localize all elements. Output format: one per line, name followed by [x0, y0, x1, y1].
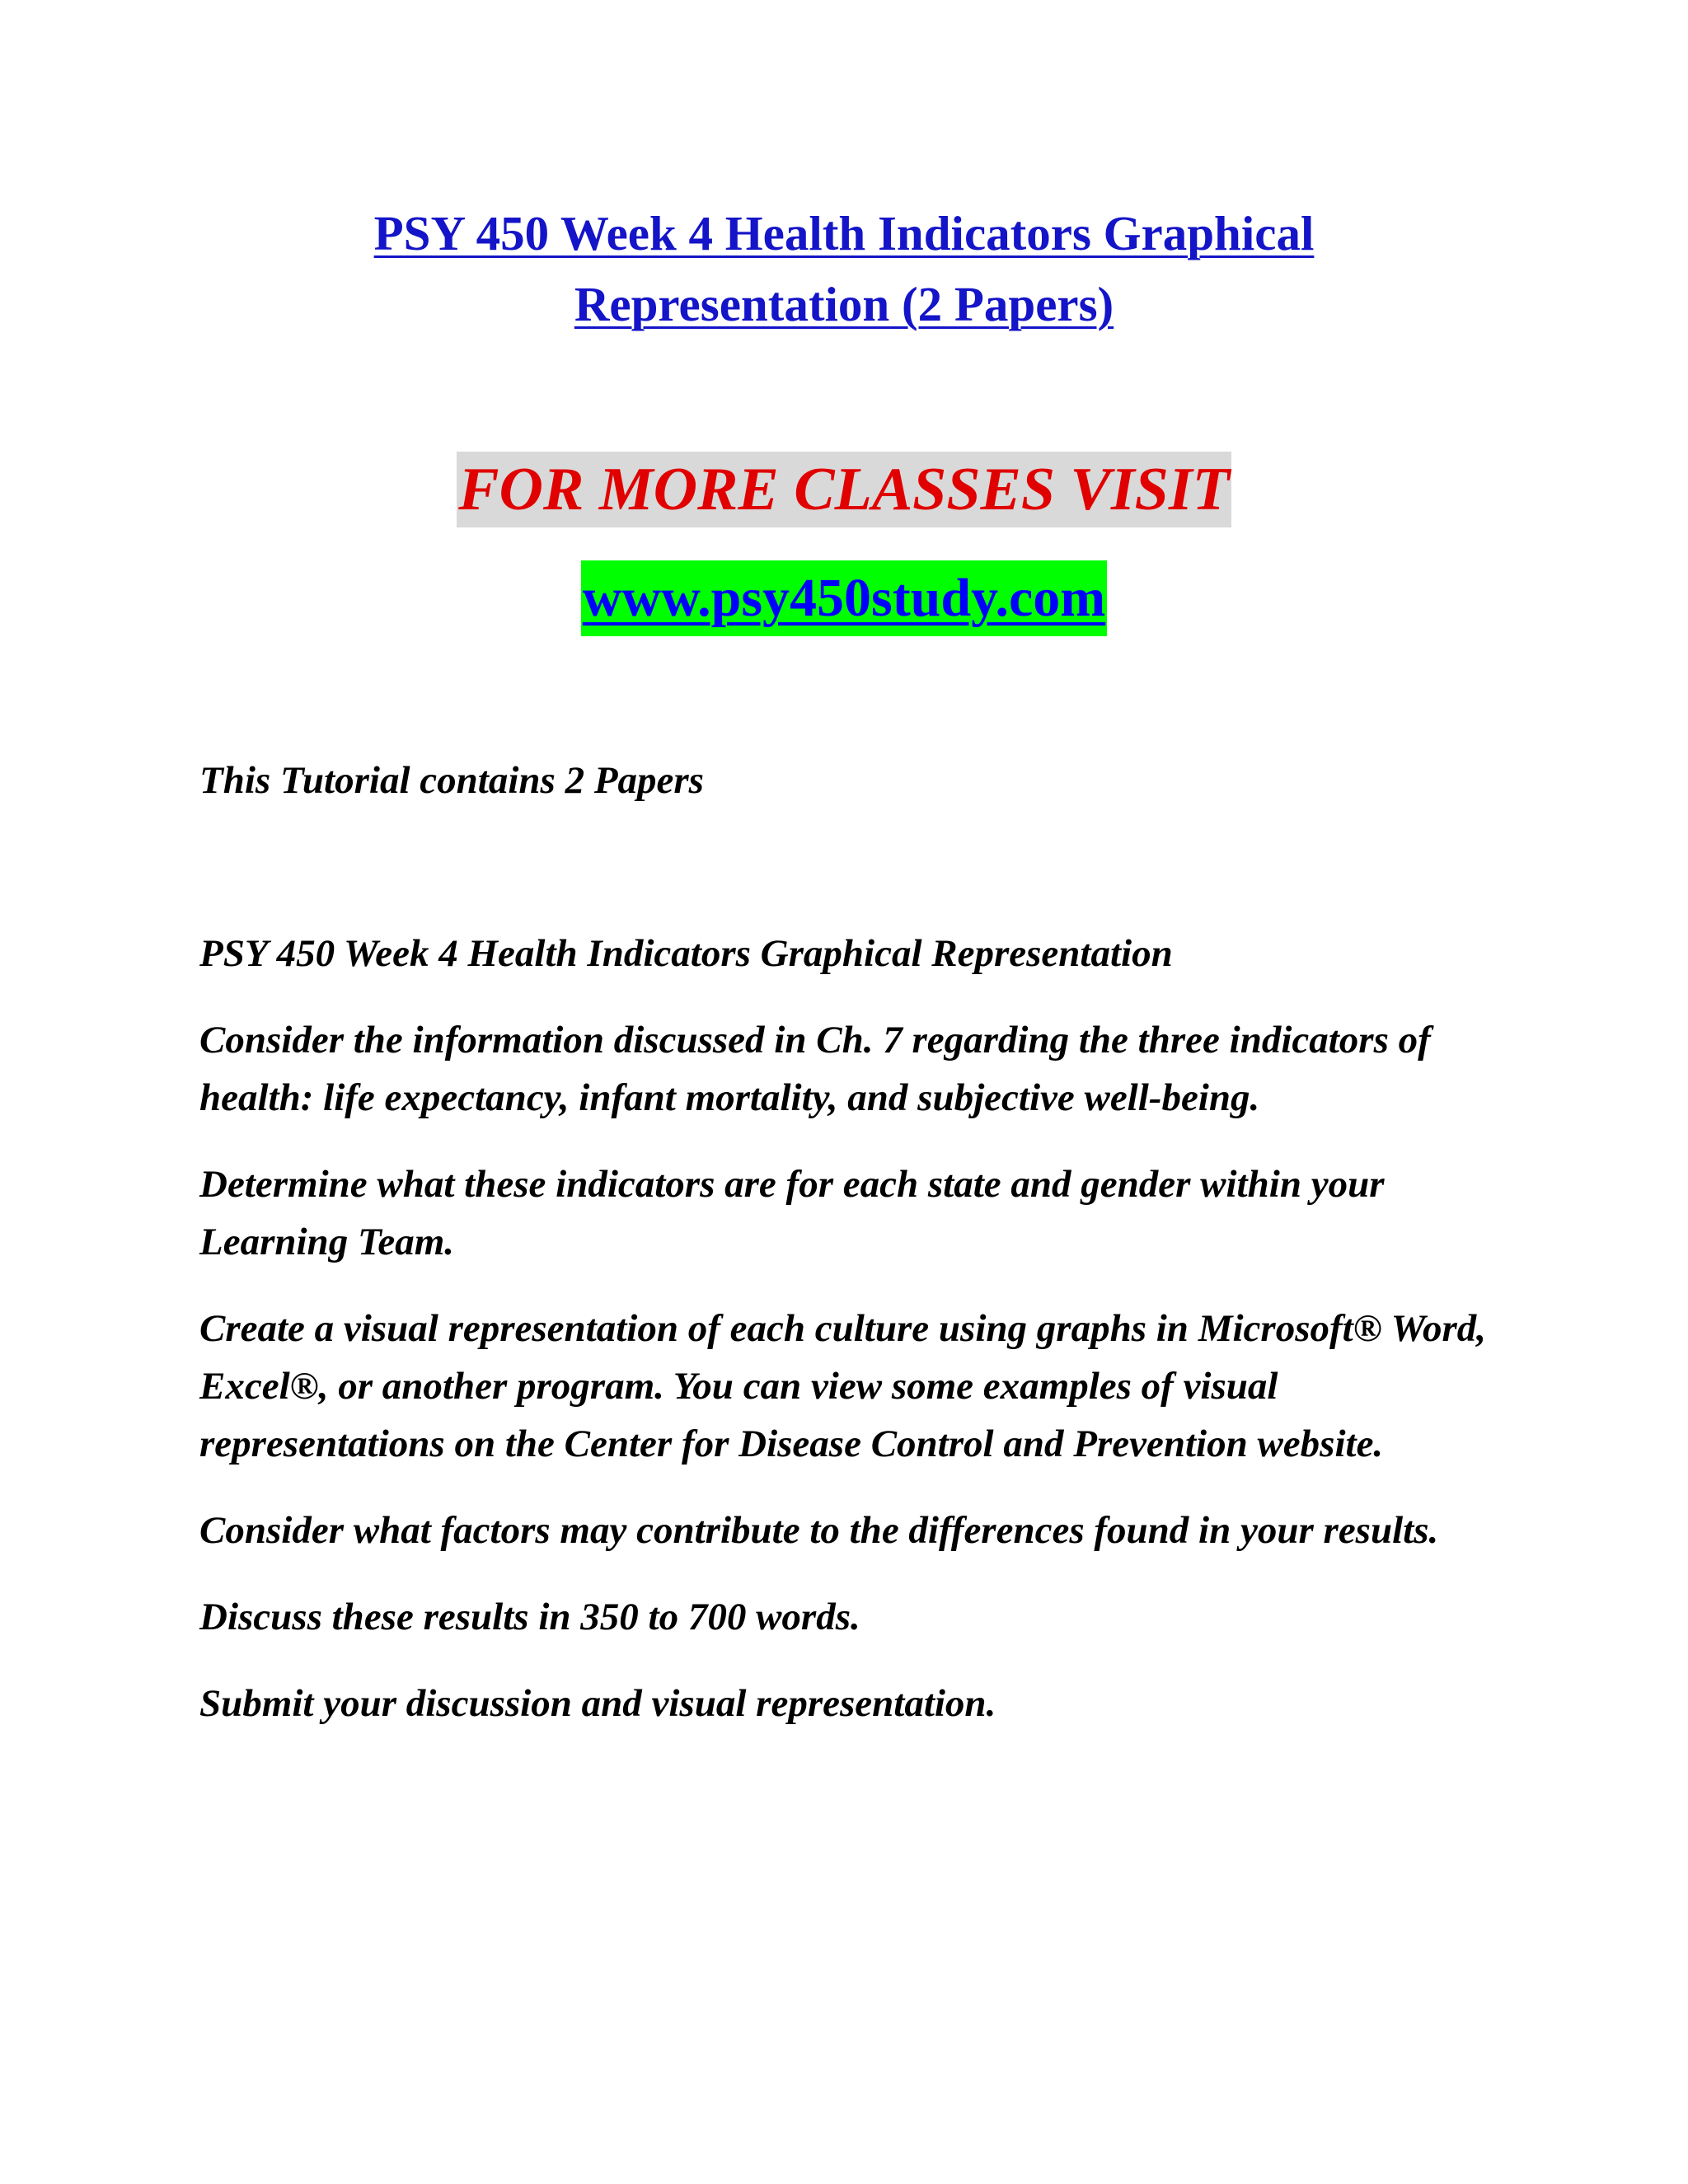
promo-banner — [0, 452, 1688, 527]
title-link-line-1[interactable]: PSY 450 Week 4 Health Indicators Graphical — [373, 206, 1315, 260]
instruction-paragraph: Determine what these indicators are for each state and gender within your Learning Team. — [199, 1163, 1385, 1263]
title-link-line-2[interactable]: Representation (2 Papers) — [574, 277, 1114, 331]
document-body — [199, 752, 1502, 1761]
instruction-paragraph: Submit your discussion and visual representation. — [199, 1682, 996, 1725]
document-title[interactable] — [0, 198, 1688, 340]
instruction-paragraph: Consider what factors may contribute to the differences found in your results. — [199, 1509, 1439, 1552]
intro-text: This Tutorial contains 2 Papers — [199, 759, 704, 802]
paper-heading: PSY 450 Week 4 Health Indicators Graphical Representation — [199, 932, 1173, 975]
promo-text: FOR MORE CLASSES VISIT — [457, 452, 1231, 527]
site-link[interactable]: www.psy450study.com — [581, 560, 1107, 636]
instruction-paragraph: Consider the information discussed in Ch. 7 regarding the three indicators of health: life expectancy, infant mortality, and subjective well-being. — [199, 1019, 1431, 1119]
instruction-paragraph: Create a visual representation of each culture using graphs in Microsoft® Word, Excel®, or another program. You can view some examples of visual representations on the Center for Disease Control and Prevention website. — [199, 1307, 1487, 1465]
instruction-paragraph: Discuss these results in 350 to 700 words. — [199, 1596, 860, 1638]
site-link-container — [0, 560, 1688, 636]
